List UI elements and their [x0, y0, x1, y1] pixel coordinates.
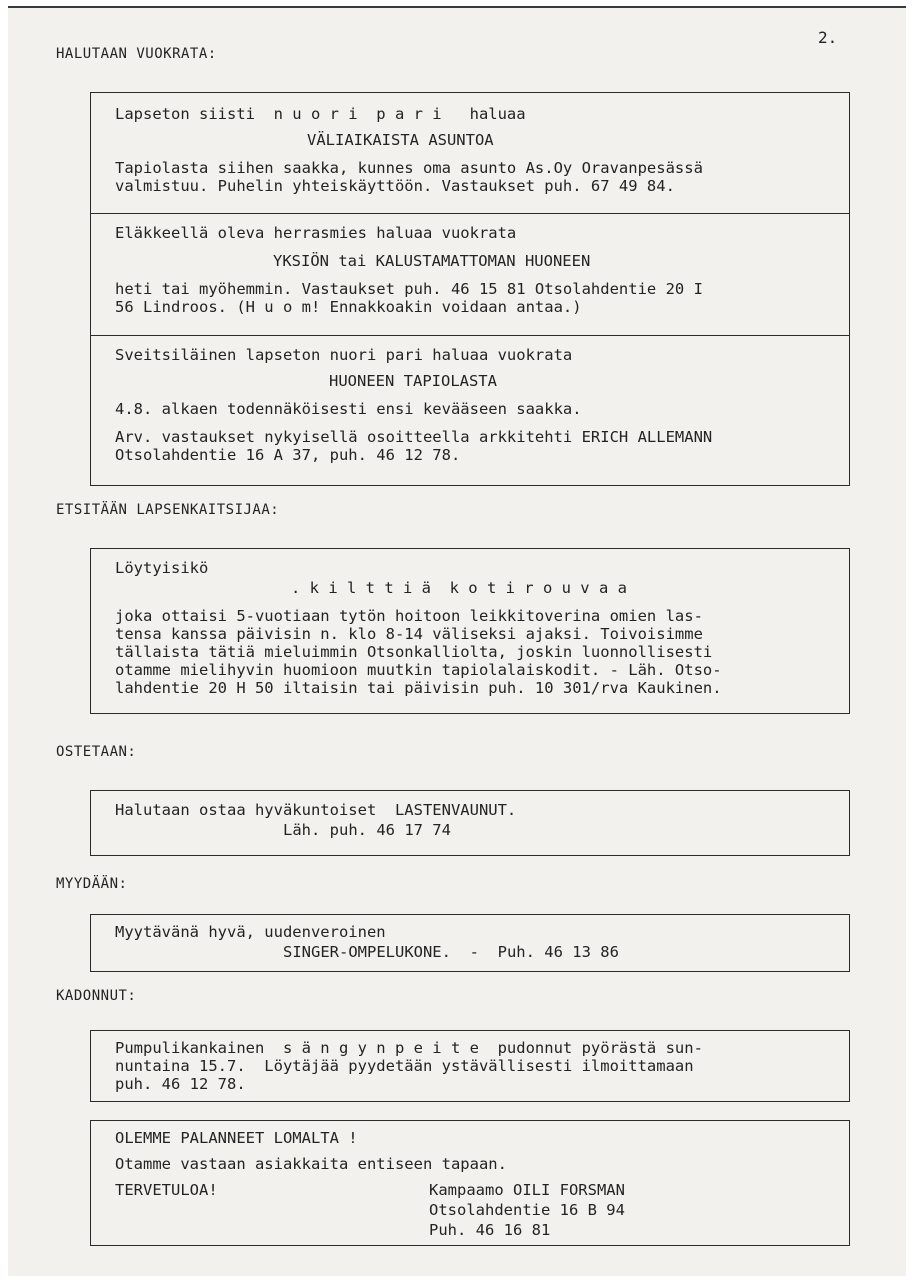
- sell-ad-box: [90, 914, 850, 972]
- ad-line: 4.8. alkaen todennäköisesti ensi kevääseen saakka.: [115, 400, 582, 418]
- ad-line: TERVETULOA!: [115, 1181, 218, 1199]
- heading-lost: KADONNUT:: [56, 988, 137, 1004]
- ad-line: 56 Lindroos. (H u o m! Ennakkoakin voidaan antaa.): [115, 298, 582, 316]
- ad-line: Lapseton siisti n u o r i p a r i haluaa: [115, 105, 526, 123]
- ad-swiss-couple: [91, 335, 849, 483]
- ad-line: OLEMME PALANNEET LOMALTA !: [115, 1129, 358, 1147]
- ad-line: tensa kanssa päivisin n. klo 8-14 väliseksi ajaksi. Toivoisimme: [115, 625, 703, 643]
- ad-line: Tapiolasta siihen saakka, kunnes oma asunto As.Oy Oravanpesässä: [115, 159, 703, 177]
- ad-line: nuntaina 15.7. Löytäjää pyydetään ystävällisesti ilmoittamaan: [115, 1057, 694, 1075]
- salon-name: Kampaamo OILI FORSMAN: [429, 1181, 625, 1199]
- sitter-ad-box: [90, 548, 850, 714]
- ad-line: Löytyisikö: [115, 559, 209, 577]
- ad-line: Otamme vastaan asiakkaita entiseen tapaan.: [115, 1155, 507, 1173]
- heading-buying: OSTETAAN:: [56, 744, 137, 760]
- ad-line: HUONEEN TAPIOLASTA: [329, 372, 497, 390]
- ad-line: tällaista tätiä mieluimmin Otsonkalliolta, joskin luonnollisesti: [115, 643, 713, 661]
- salon-phone: Puh. 46 16 81: [429, 1221, 551, 1239]
- ad-line: puh. 46 12 78.: [115, 1075, 246, 1093]
- rent-ads-box: [90, 92, 850, 486]
- ad-line: Sveitsiläinen lapseton nuori pari haluaa vuokrata: [115, 346, 573, 364]
- ad-line: . k i l t t i ä k o t i r o u v a a: [291, 579, 627, 597]
- ad-line: VÄLIAIKAISTA ASUNTOA: [307, 131, 494, 149]
- ad-line: Pumpulikankainen s ä n g y n p e i t e pudonnut pyörästä sun-: [115, 1039, 703, 1057]
- ad-line: heti tai myöhemmin. Vastaukset puh. 46 15 81 Otsolahdentie 20 I: [115, 280, 703, 298]
- ad-line: Myytävänä hyvä, uudenveroinen: [115, 923, 386, 941]
- ad-young-couple: [91, 93, 849, 213]
- ad-line: valmistuu. Puhelin yhteiskäyttöön. Vastaukset puh. 67 49 84.: [115, 177, 675, 195]
- salon-ad-box: [90, 1120, 850, 1246]
- ad-line: lahdentie 20 H 50 iltaisin tai päivisin puh. 10 301/rva Kaukinen.: [115, 679, 722, 697]
- ad-line: Eläkkeellä oleva herrasmies haluaa vuokrata: [115, 224, 517, 242]
- lost-ad-box: [90, 1030, 850, 1102]
- page-number: 2.: [818, 28, 838, 47]
- heading-wanted-sitter: ETSITÄÄN LAPSENKAITSIJAA:: [56, 502, 280, 518]
- ad-line: joka ottaisi 5-vuotiaan tytön hoitoon leikkitoverina omien las-: [115, 607, 703, 625]
- ad-line: Läh. puh. 46 17 74: [283, 821, 451, 839]
- salon-address: Otsolahdentie 16 B 94: [429, 1201, 625, 1219]
- buy-ad-box: [90, 790, 850, 856]
- ad-line: Halutaan ostaa hyväkuntoiset LASTENVAUNUT.: [115, 801, 517, 819]
- heading-selling: MYYDÄÄN:: [56, 876, 128, 892]
- ad-line: Otsolahdentie 16 A 37, puh. 46 12 78.: [115, 446, 461, 464]
- ad-line: YKSIÖN tai KALUSTAMATTOMAN HUONEEN: [273, 252, 591, 270]
- ad-line: otamme mielihyvin huomioon muutkin tapiolalaiskodit. - Läh. Otso-: [115, 661, 722, 679]
- heading-wanted-rent: HALUTAAN VUOKRATA:: [56, 46, 217, 62]
- ad-retired-gentleman: [91, 213, 849, 335]
- ad-line: SINGER-OMPELUKONE. - Puh. 46 13 86: [283, 943, 619, 961]
- ad-line: Arv. vastaukset nykyisellä osoitteella arkkitehti ERICH ALLEMANN: [115, 428, 713, 446]
